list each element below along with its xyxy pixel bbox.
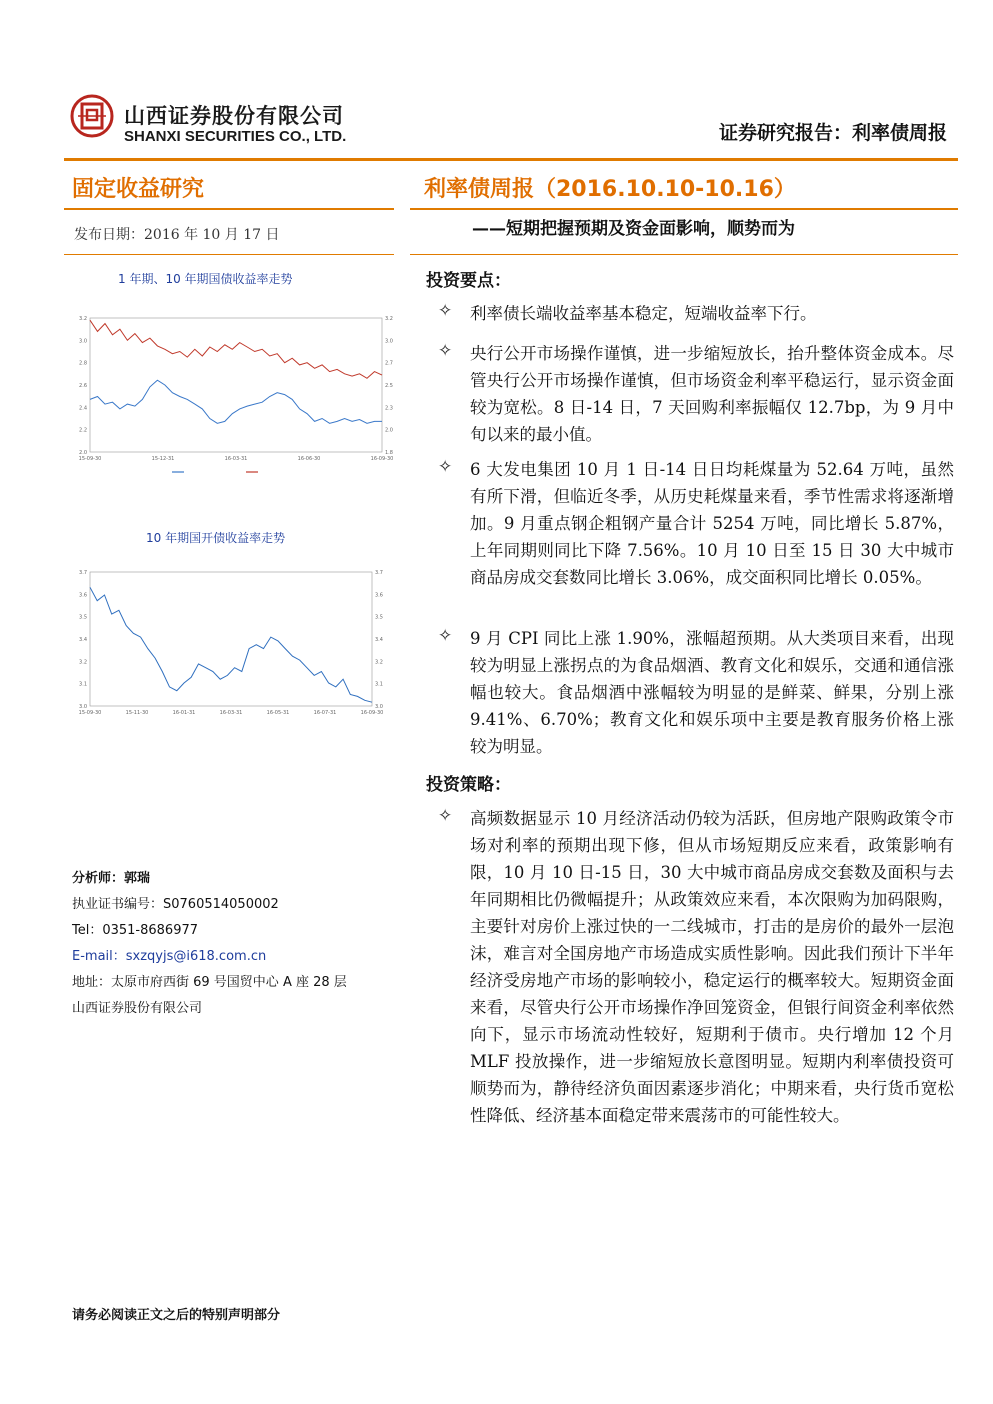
y-tick-label-right: 2.3: [385, 405, 393, 412]
analyst-tel: Tel：0351-8686977: [72, 923, 199, 938]
y-tick-label-right: 2.5: [385, 383, 393, 389]
y-tick-label-right: 3.7: [375, 570, 383, 576]
y-tick-label-right: 2.7: [385, 360, 393, 367]
y-tick-label-left: 3.4: [79, 637, 87, 643]
chart2-title: 10 年期国开债收益率走势: [146, 531, 286, 545]
x-tick-label: 16-09-30: [360, 710, 384, 716]
y-tick-label-left: 3.0: [79, 338, 87, 345]
bullet-icon: ✧: [438, 806, 453, 826]
main-divider-2: [410, 254, 958, 255]
y-tick-label-left: 2.2: [79, 427, 87, 434]
y-tick-label-left: 3.1: [79, 681, 87, 688]
chart1-title: 1 年期、10 年期国债收益率走势: [118, 272, 293, 286]
analyst-email[interactable]: E-mail：sxzqyjs@i618.com.cn: [72, 949, 267, 964]
y-tick-label-right: 3.4: [375, 637, 383, 643]
y-tick-label-right: 3.2: [385, 316, 393, 322]
analyst-info: [72, 866, 347, 1022]
report-subtitle: ——短期把握预期及资金面影响，顺势而为: [472, 219, 795, 239]
y-tick-label-left: 2.6: [79, 383, 87, 389]
header-divider: [64, 158, 958, 161]
x-tick-label: 15-09-30: [78, 710, 102, 716]
y-tick-label-right: 3.0: [375, 704, 383, 710]
x-tick-label: 15-09-30: [78, 456, 102, 462]
report-title: 利率债周报（2016.10.10-10.16）: [424, 177, 796, 202]
y-tick-label-right: 3.1: [375, 681, 383, 688]
y-tick-label-right: 3.5: [375, 614, 383, 621]
point-4: 9 月 CPI 同比上涨 1.90%，涨幅超预期。从大类项目来看，出现较为明显上涨拐点的为食品烟酒、教育文化和娱乐，交通和通信涨幅也较大。食品烟酒中涨幅较为明显的是鲜菜、鲜果，分别上涨 9.41%、6.70%；教育文化和娱乐项中主要是教育服务价格上涨较为明显。: [470, 629, 954, 756]
strategy-text: 高频数据显示 10 月经济活动仍较为活跃，但房地产限购政策令市场对利率的预期出现下修，但从市场短期反应来看，政策影响有限，10 月 10 日-15 日，30 大中城市商品房成交套数及面积与去年同期相比仍微幅提升；从政策效应来看，本次限购为加码限购，主要针对房价上涨过快的一二线城市，打击的是房价的最外一层泡沫，难言对全国房地产市场造成实质性影响。因此我们预计下半年经济受房地产市场的影响较小，稳定运行的概率较大。短期资金面来看，尽管央行公开市场操作净回笼资金，但银行间资金利率依然向下，显示市场流动性较好，短期利于债市。央行增加 12 个月 MLF 投放操作，进一步缩短放长意图明显。短期内利率债投资可顺势而为，静待经济负面因素逐步消化；中期来看，央行货币宽松性降低、经济基本面稳定带来震荡市的可能性较大。: [470, 809, 954, 1125]
y-tick-label-left: 2.4: [79, 405, 87, 412]
company-name-en: SHANXI SECURITIES CO., LTD.: [124, 128, 347, 145]
y-tick-label-right: 3.2: [375, 659, 383, 666]
sidebar-divider: [64, 208, 394, 210]
disclaimer-note: 请务必阅读正文之后的特别声明部分: [72, 1308, 281, 1323]
series-line-1: [90, 587, 372, 702]
analyst-name: 分析师：郭瑞: [72, 871, 151, 886]
y-tick-label-right: 3.0: [385, 338, 393, 345]
company-logo: [70, 94, 114, 138]
y-tick-label-left: 3.5: [79, 614, 87, 621]
bullet-icon: ✧: [438, 301, 453, 321]
y-tick-label-left: 2.0: [79, 450, 87, 456]
x-tick-label: 16-05-31: [266, 710, 290, 716]
chart2-cdb-yield: [76, 568, 398, 720]
x-tick-label: 16-07-31: [313, 710, 337, 716]
x-tick-label: 16-06-30: [297, 456, 321, 462]
company-name-cn: 山西证券股份有限公司: [124, 104, 344, 128]
bullet-icon: ✧: [438, 457, 453, 477]
y-tick-label-left: 3.6: [79, 592, 87, 599]
y-tick-label-left: 3.2: [79, 659, 87, 666]
section-title: 固定收益研究: [72, 177, 205, 202]
point-1: 利率债长端收益率基本稳定，短端收益率下行。: [470, 304, 817, 323]
y-tick-label-right: 1.8: [385, 450, 393, 456]
points-heading: 投资要点：: [426, 271, 511, 291]
chart1-bond-yields: [76, 312, 406, 480]
x-tick-label: 15-12-31: [151, 456, 175, 462]
x-tick-label: 16-03-31: [219, 710, 243, 716]
report-type: 证券研究报告：利率债周报: [718, 122, 947, 144]
x-tick-label: 15-11-30: [125, 710, 149, 716]
analyst-address: 地址：太原市府西街 69 号国贸中心 A 座 28 层: [72, 975, 347, 990]
main-divider: [410, 208, 958, 210]
y-tick-label-left: 3.0: [79, 704, 87, 710]
x-tick-label: 16-09-30: [370, 456, 394, 462]
x-tick-label: 16-03-31: [224, 456, 248, 462]
series-line-1: [90, 320, 382, 378]
y-tick-label-right: 3.6: [375, 592, 383, 599]
bullet-icon: ✧: [438, 341, 453, 361]
y-tick-label-left: 3.2: [79, 316, 87, 322]
strategy-heading: 投资策略：: [426, 775, 511, 795]
y-tick-label-right: 2.0: [385, 427, 393, 434]
bullet-icon: ✧: [438, 626, 453, 646]
y-tick-label-left: 3.7: [79, 570, 87, 576]
sidebar-divider-2: [64, 254, 394, 255]
publish-date: 发布日期：2016 年 10 月 17 日: [74, 227, 280, 243]
point-2: 央行公开市场操作谨慎，进一步缩短放长，抬升整体资金成本。尽管央行公开市场操作谨慎，但市场资金利率平稳运行，显示资金面较为宽松。8 日-14 日，7 天回购利率振幅仅 12.7bp，为 9 月中旬以来的最小值。: [470, 344, 954, 444]
analyst-company: 山西证券股份有限公司: [72, 1001, 203, 1016]
series-line-2: [90, 380, 382, 423]
analyst-cert: 执业证书编号：S0760514050002: [72, 897, 279, 912]
y-tick-label-left: 2.8: [79, 360, 87, 367]
x-tick-label: 16-01-31: [172, 710, 196, 716]
plot-frame: [90, 572, 372, 706]
plot-frame: [90, 318, 382, 452]
point-3: 6 大发电集团 10 月 1 日-14 日日均耗煤量为 52.64 万吨，虽然有所下滑，但临近冬季，从历史耗煤量来看，季节性需求将逐渐增加。9 月重点钢企粗钢产量合计 5254 万吨，同比增长 5.87%，上年同期则同比下降 7.56%。10 月 10 日至 15 日 30 大中城市商品房成交套数同比增长 3.06%，成交面积同比增长 0.05%。: [470, 460, 954, 587]
